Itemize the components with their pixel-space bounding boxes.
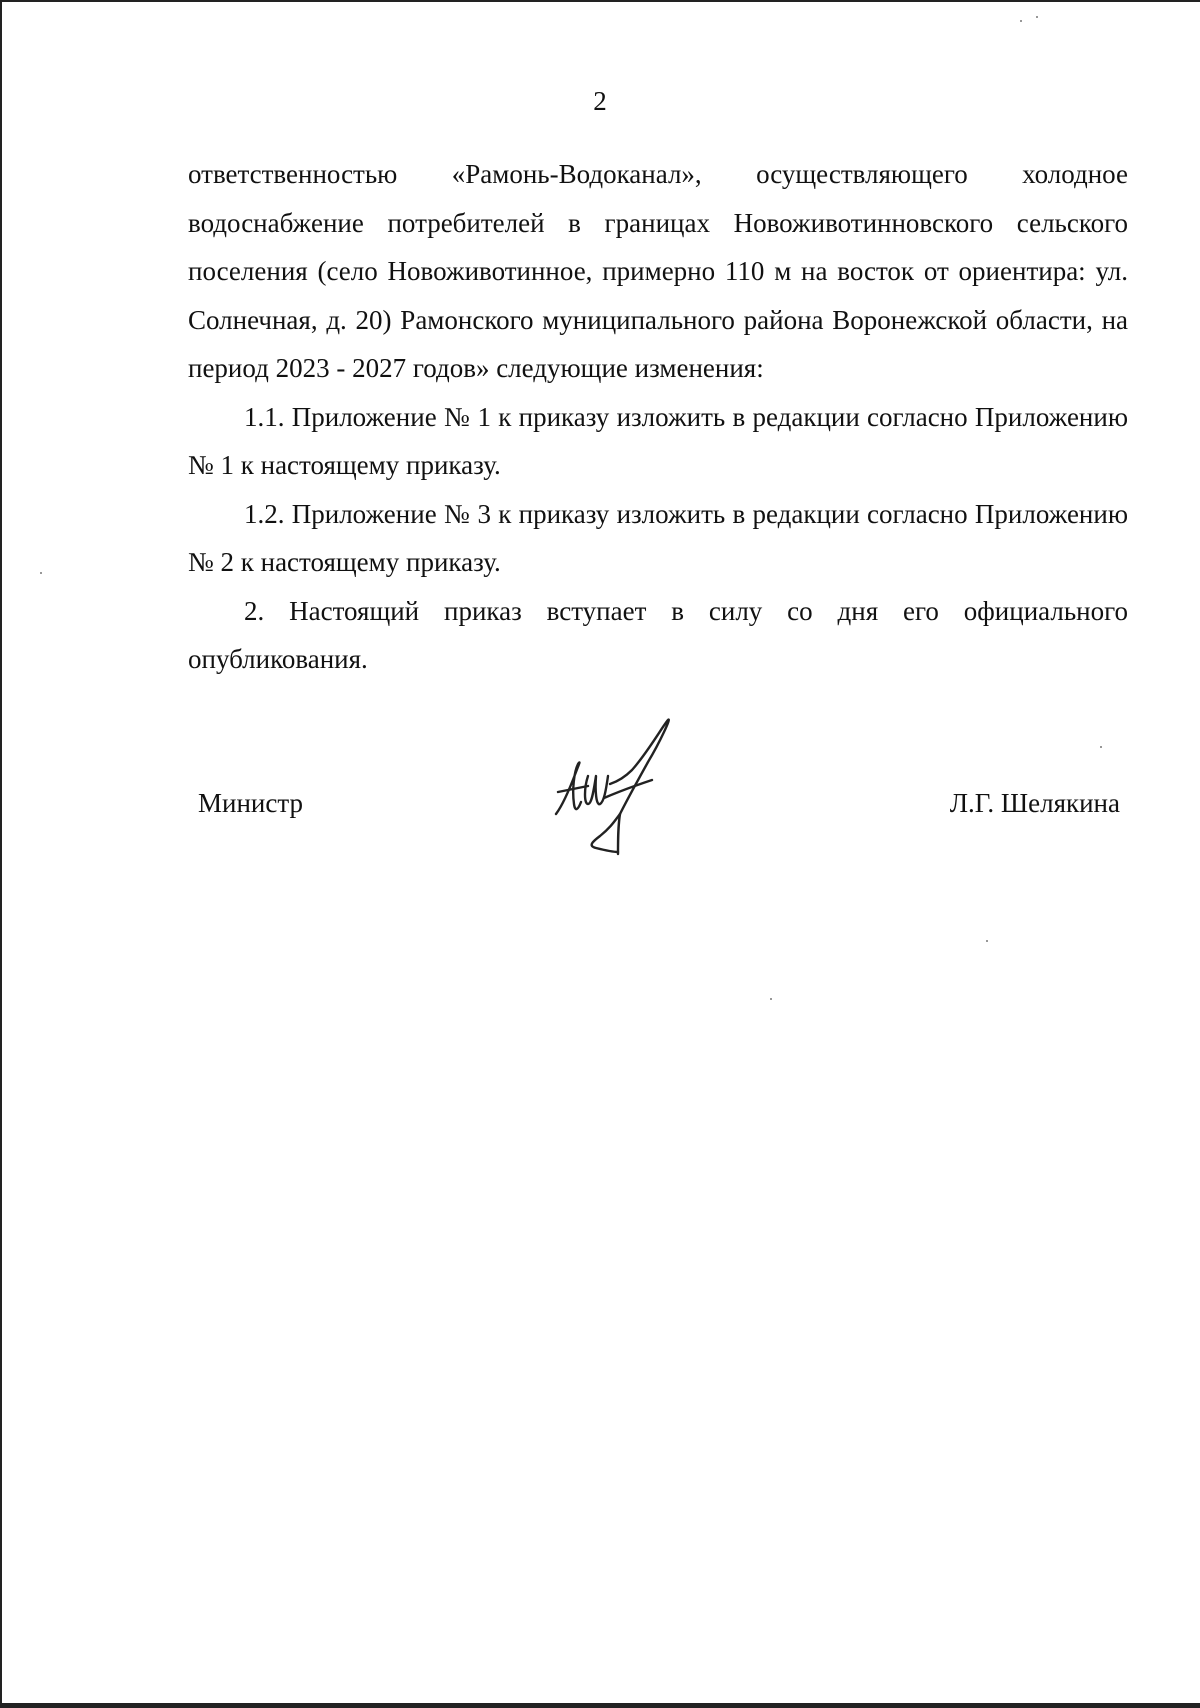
paragraph-item-1-1: 1.1. Приложение № 1 к приказу изложить в редакции согласно Приложению № 1 к настоящему приказу. bbox=[188, 401, 1128, 480]
scan-edge-bottom bbox=[0, 1703, 1200, 1708]
paragraph-item-1-2: 1.2. Приложение № 3 к приказу изложить в редакции согласно Приложению № 2 к настоящему приказу. bbox=[188, 498, 1128, 577]
scan-speck bbox=[1036, 16, 1038, 18]
scan-speck bbox=[40, 572, 42, 574]
scan-edge-left bbox=[0, 0, 2, 1708]
handwritten-signature bbox=[548, 718, 688, 860]
scan-speck bbox=[1020, 20, 1022, 22]
scan-edge-top bbox=[0, 0, 1200, 2]
signatory-title: Министр bbox=[198, 788, 303, 818]
document-body bbox=[188, 150, 1128, 684]
signatory-name: Л.Г. Шелякина bbox=[949, 788, 1120, 818]
scan-speck bbox=[1100, 746, 1102, 748]
scan-speck bbox=[986, 940, 988, 942]
scan-speck bbox=[770, 998, 772, 1000]
paragraph-item-2: 2. Настоящий приказ вступает в силу со дня его официального опубликования. bbox=[188, 595, 1128, 674]
page-number: 2 bbox=[593, 86, 607, 116]
paragraph-continuation: ответственностью «Рамонь-Водоканал», осуществляющего холодное водоснабжение потребителей в границах Новоживотинновского сельского поселения (село Новоживотинное, примерно 110 м на восток от ориентира: ул. Солнечная, д. 20) Рамонского муниципального района Воронежской области, на период 2023 - 2027 годов» следующие изменения: bbox=[188, 159, 1128, 383]
